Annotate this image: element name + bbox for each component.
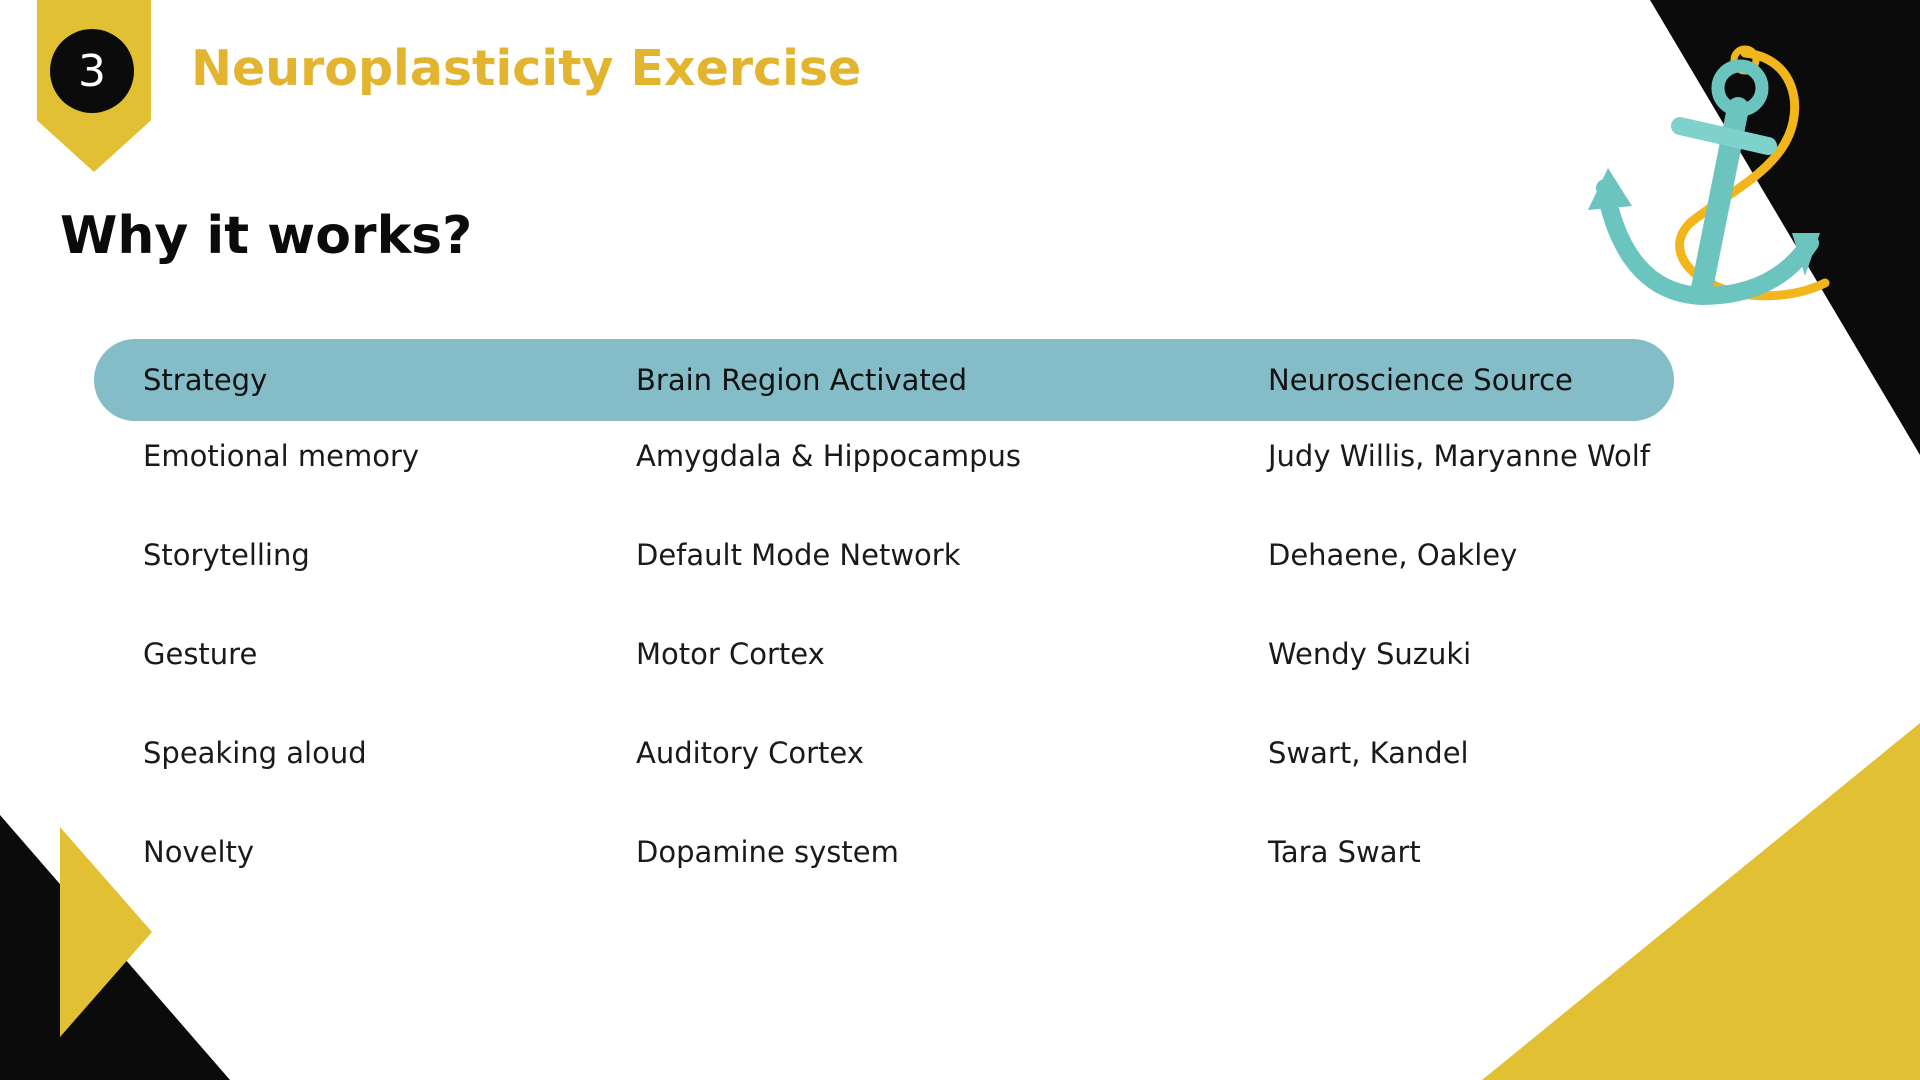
cell-source: Tara Swart: [1268, 835, 1421, 869]
cell-strategy: Storytelling: [143, 538, 310, 572]
cell-strategy: Speaking aloud: [143, 736, 367, 770]
table-row: [94, 520, 1674, 619]
cell-brain-region: Auditory Cortex: [636, 736, 864, 770]
cell-source: Swart, Kandel: [1268, 736, 1469, 770]
cell-source: Wendy Suzuki: [1268, 637, 1472, 671]
table-row: [94, 421, 1674, 520]
section-title: Neuroplasticity Exercise: [191, 40, 862, 97]
cell-strategy: Emotional memory: [143, 439, 420, 473]
header-strategy: Strategy: [143, 363, 268, 397]
anchor-icon: [1570, 38, 1830, 328]
table-row: [94, 619, 1674, 718]
cell-strategy: Gesture: [143, 637, 258, 671]
cell-brain-region: Dopamine system: [636, 835, 899, 869]
page-heading: Why it works?: [60, 206, 473, 266]
table-header: [94, 339, 1674, 421]
anchor-body: [1588, 66, 1820, 296]
section-number: 3: [50, 29, 134, 113]
cell-source: Dehaene, Oakley: [1268, 538, 1518, 572]
header-brain-region: Brain Region Activated: [636, 363, 967, 397]
header-neuroscience-source: Neuroscience Source: [1268, 363, 1573, 397]
cell-source: Judy Willis, Maryanne Wolf: [1268, 439, 1650, 473]
cell-brain-region: Amygdala & Hippocampus: [636, 439, 1022, 473]
table-row: [94, 817, 1674, 916]
table-row: [94, 718, 1674, 817]
cell-strategy: Novelty: [143, 835, 255, 869]
cell-brain-region: Default Mode Network: [636, 538, 961, 572]
strategy-table: [94, 339, 1674, 916]
cell-brain-region: Motor Cortex: [636, 637, 825, 671]
